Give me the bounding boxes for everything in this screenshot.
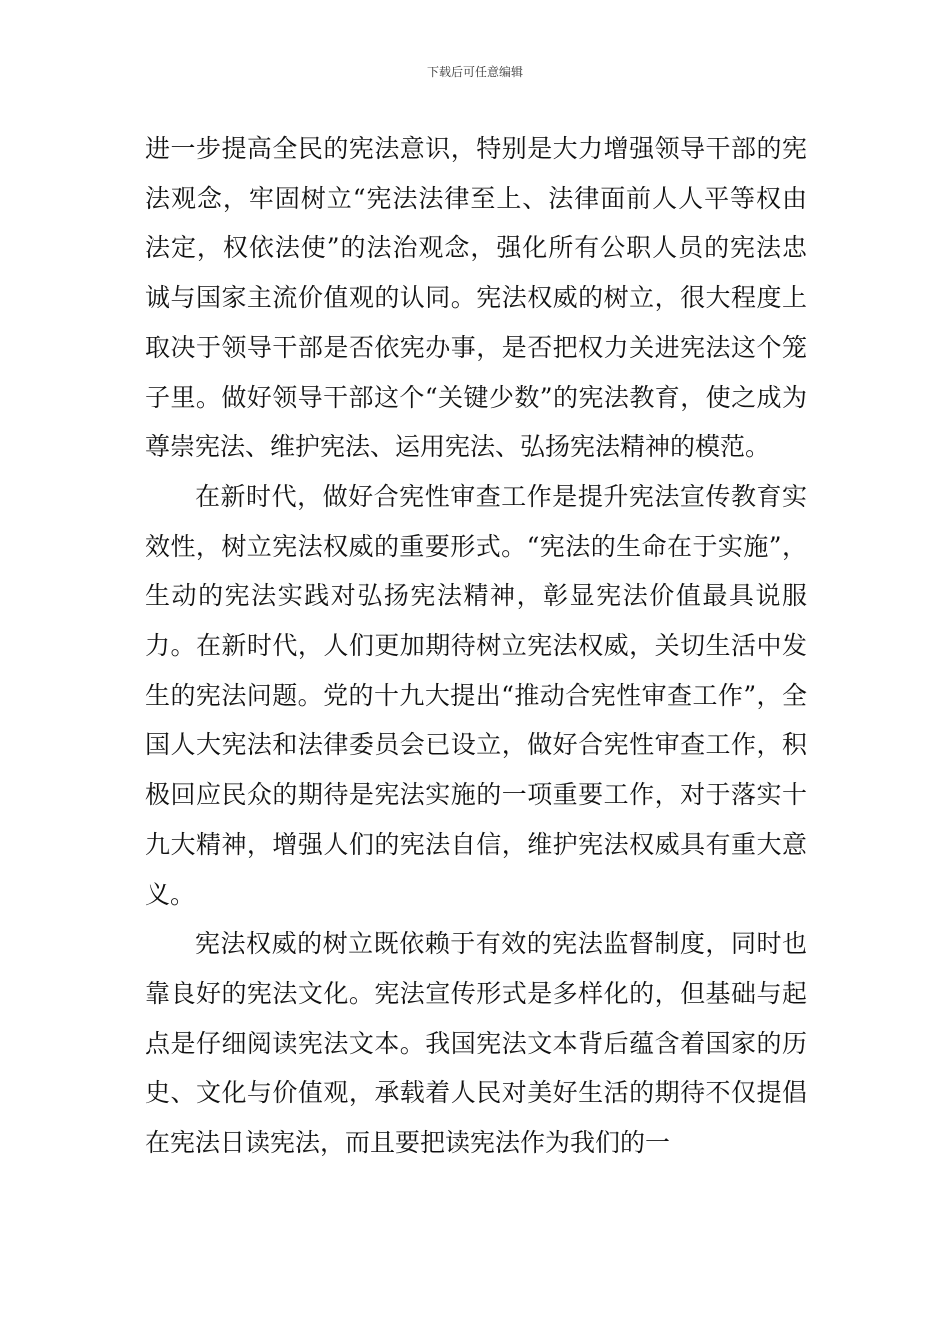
- paragraph-1: 进一步提高全民的宪法意识，特别是大力增强领导干部的宪法观念，牢固树立“宪法法律至上、法律面前人人平等权由法定，权依法使”的法治观念，强化所有公职人员的宪法忠诚与国家主流价值观的认同。宪法权威的树立，很大程度上取决于领导干部是否依宪办事，是否把权力关进宪法这个笼子里。做好领导干部这个“关键少数”的宪法教育，使之成为尊崇宪法、维护宪法、运用宪法、弘扬宪法精神的模范。: [145, 134, 807, 462]
- paragraph-3: 宪法权威的树立既依赖于有效的宪法监督制度，同时也靠良好的宪法文化。宪法宣传形式是多样化的，但基础与起点是仔细阅读宪法文本。我国宪法文本背后蕴含着国家的历史、文化与价值观，承载着人民对美好生活的期待不仅提倡在宪法日读宪法，而且要把读宪法作为我们的一: [145, 929, 807, 1158]
- page-header: 下载后可任意编辑: [426, 65, 523, 79]
- document-body: [145, 124, 807, 1168]
- paragraph-2: 在新时代，做好合宪性审查工作是提升宪法宣传教育实效性，树立宪法权威的重要形式。“宪法的生命在于实施”，生动的宪法实践对弘扬宪法精神，彰显宪法价值最具说服力。在新时代，人们更加期待树立宪法权威，关切生活中发生的宪法问题。党的十九大提出“推动合宪性审查工作”，全国人大宪法和法律委员会已设立，做好合宪性审查工作，积极回应民众的期待是宪法实施的一项重要工作，对于落实十九大精神，增强人们的宪法自信，维护宪法权威具有重大意义。: [145, 481, 807, 909]
